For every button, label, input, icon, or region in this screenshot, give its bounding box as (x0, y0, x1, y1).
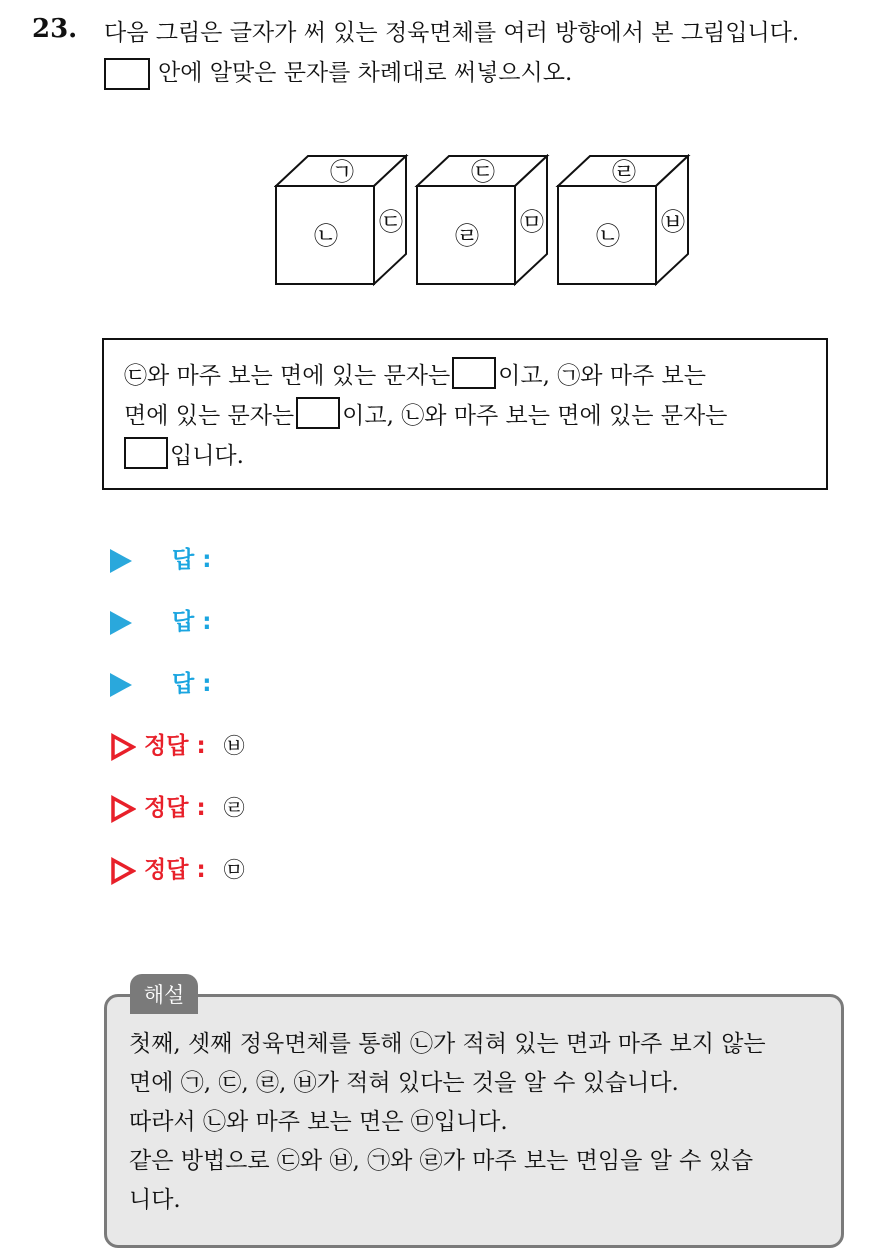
explanation-line: 면에 ㉠, ㉢, ㉣, ㉥가 적혀 있다는 것을 알 수 있습니다. (129, 1070, 679, 1096)
blank-box-2 (296, 397, 340, 429)
blank-box (104, 58, 150, 90)
answer-label: 답 : (172, 671, 212, 697)
answer-row-2 (110, 603, 211, 636)
cube (558, 156, 688, 284)
explanation-tag: 해설 (130, 974, 198, 1014)
cube-front-label: ㉡ (314, 222, 338, 250)
blank-box-1 (452, 357, 496, 389)
cube-top-label: ㉣ (612, 158, 636, 186)
correct-row-1 (110, 727, 245, 761)
explanation-line: 같은 방법으로 ㉢와 ㉥, ㉠와 ㉣가 마주 보는 면임을 알 수 있습 (129, 1148, 754, 1174)
answer-label: 답 : (172, 547, 212, 573)
condition-part3: 면에 있는 문자는 (124, 403, 295, 429)
play-triangle-icon (110, 673, 132, 697)
cube-front-label: ㉣ (455, 222, 479, 250)
cube (276, 156, 406, 284)
correct-row-3 (110, 851, 245, 885)
correct-value: ㉤ (223, 858, 245, 882)
outline-triangle-icon (110, 795, 136, 823)
correct-value: ㉥ (223, 734, 245, 758)
cube-front-label: ㉡ (596, 222, 620, 250)
blank-box-3 (124, 437, 168, 469)
answer-row-1 (110, 541, 211, 574)
question-text-line2 (104, 54, 572, 90)
explanation-line: 따라서 ㉡와 마주 보는 면은 ㉤입니다. (129, 1109, 508, 1135)
explanation-line: 첫째, 셋째 정육면체를 통해 ㉡가 적혀 있는 면과 마주 보지 않는 (129, 1031, 766, 1057)
condition-part2: 이고, ㉠와 마주 보는 (498, 363, 706, 389)
play-triangle-icon (110, 549, 132, 573)
answer-row-3 (110, 665, 211, 698)
correct-label: 정답 : (144, 733, 206, 759)
cube-top-label: ㉢ (471, 158, 495, 186)
outline-triangle-icon (110, 733, 136, 761)
condition-box (102, 338, 828, 490)
answer-label: 답 : (172, 609, 212, 635)
correct-value: ㉣ (223, 796, 245, 820)
explanation-box (104, 994, 844, 1248)
explanation-line: 니다. (129, 1187, 181, 1213)
question-number: 23. (32, 14, 78, 44)
condition-part1: ㉢와 마주 보는 면에 있는 문자는 (124, 363, 451, 389)
cube (417, 156, 547, 284)
cube-top-label: ㉠ (330, 158, 354, 186)
outline-triangle-icon (110, 857, 136, 885)
cube-side-label: ㉢ (379, 208, 403, 236)
cube-side-label: ㉥ (661, 208, 685, 236)
cube-side-label: ㉤ (520, 208, 544, 236)
condition-part4: 이고, ㉡와 마주 보는 면에 있는 문자는 (342, 403, 728, 429)
question-text-line1: 다음 그림은 글자가 써 있는 정육면체를 여러 방향에서 본 그림입니다. (104, 20, 800, 46)
play-triangle-icon (110, 611, 132, 635)
condition-part5: 입니다. (170, 443, 244, 469)
correct-label: 정답 : (144, 795, 206, 821)
correct-row-2 (110, 789, 245, 823)
question-text-line2-body: 안에 알맞은 문자를 차례대로 써넣으시오. (158, 60, 573, 86)
correct-label: 정답 : (144, 857, 206, 883)
cube-figures (274, 154, 694, 288)
